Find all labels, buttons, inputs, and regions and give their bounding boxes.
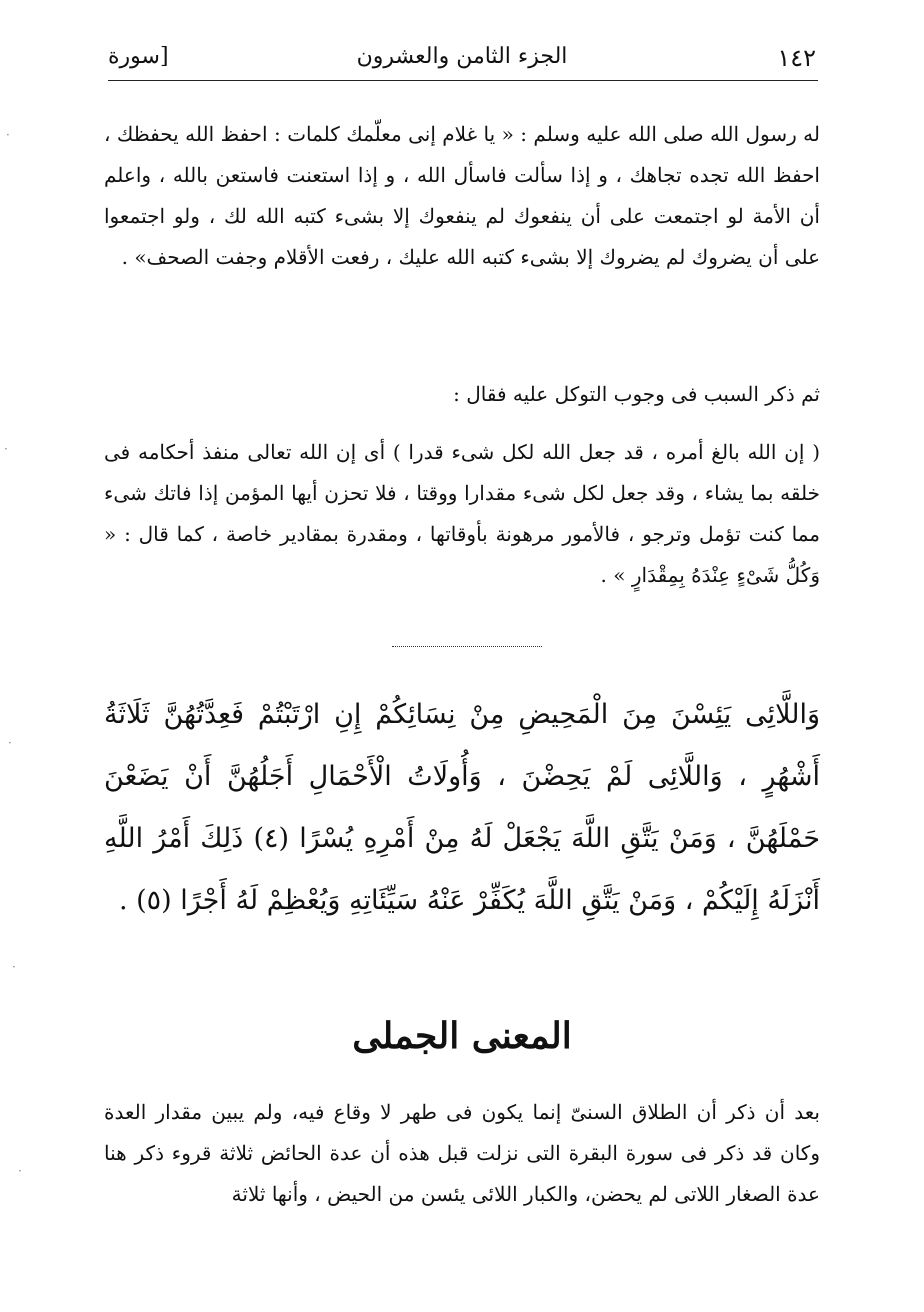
part-title: الجزء الثامن والعشرون xyxy=(356,44,568,69)
meaning-text: بعد أن ذكر أن الطلاق السنىّ إنما يكون فى طهر لا وقاع فيه، ولم يبين مقدار العدة وكان قد ذكر فى سورة البقرة التى نزلت قبل هذه أن عدة الحائض ثلاثة قروء ذكر هنا عدة الصغار اللاتى لم يحضن، والكبار اللائى يئسن من الحيض ، وأنها ثلاثة xyxy=(104,1100,820,1206)
meaning-paragraph xyxy=(104,1092,820,1215)
header-rule xyxy=(108,80,818,81)
page-number: ١٤٢ xyxy=(777,44,816,72)
section-divider xyxy=(392,646,542,647)
quran-verse-block xyxy=(104,684,820,932)
running-header xyxy=(108,38,816,78)
intro-text: ثم ذكر السبب فى وجوب التوكل عليه فقال : xyxy=(453,382,820,406)
tafsir-paragraph xyxy=(104,432,820,596)
surah-label: [سورة xyxy=(108,44,169,69)
margin-speck: · xyxy=(12,960,16,974)
quran-verse-text: وَاللَّائِى يَئِسْنَ مِنَ الْمَحِيضِ مِنْ نِسَائِكُمْ إِنِ ارْتَبْتُمْ فَعِدَّتُهُنَّ ثَلَاثَةُ أَشْهُرٍ ، وَاللَّائِى لَمْ يَحِضْنَ ، وَأُولَاتُ الْأَحْمَالِ أَجَلُهُنَّ أَنْ يَضَعْنَ حَمْلَهُنَّ ، وَمَنْ يَتَّقِ اللَّهَ يَجْعَلْ لَهُ مِنْ أَمْرِهِ يُسْرًا (٤) ذَلِكَ أَمْرُ اللَّهِ أَنْزَلَهُ إِلَيْكُمْ ، وَمَنْ يَتَّقِ اللَّهَ يُكَفِّرْ عَنْهُ سَيِّئَاتِهِ وَيُعْظِمْ لَهُ أَجْرًا (٥) . xyxy=(104,699,821,916)
intro-paragraph xyxy=(104,374,820,415)
tafsir-text: ( إن الله بالغ أمره ، قد جعل الله لكل شىء قدرا ) أى إن الله تعالى منفذ أحكامه فى خلقه بما يشاء ، وقد جعل لكل شىء مقدارا ووقتا ، فلا تحزن أيها المؤمن إذا فاتك شىء مما كنت تؤمل وترجو ، فالأمور مرهونة بأوقاتها ، ومقدرة بمقادير خاصة ، كما قال : « وَكُلُّ شَىْءٍ عِنْدَهُ بِمِقْدَارٍ » . xyxy=(104,440,820,587)
margin-speck: · xyxy=(6,128,10,142)
margin-speck: · xyxy=(4,442,8,456)
hadith-paragraph xyxy=(104,114,820,278)
section-heading: المعنى الجملى xyxy=(352,1015,572,1057)
margin-speck: · xyxy=(18,1164,22,1178)
margin-speck: · xyxy=(8,736,12,750)
hadith-text: له رسول الله صلى الله عليه وسلم : « يا غلام إنى معلّمك كلمات : احفظ الله يحفظك ، احفظ الله تجده تجاهك ، و إذا سألت فاسأل الله ، و إذا استعنت فاستعن بالله ، واعلم أن الأمة لو اجتمعت على أن ينفعوك لم ينفعوك إلا بشىء كتبه الله لك ، ولو اجتمعوا على أن يضروك لم يضروك إلا بشىء كتبه الله عليك ، رفعت الأقلام وجفت الصحف» . xyxy=(104,122,820,269)
